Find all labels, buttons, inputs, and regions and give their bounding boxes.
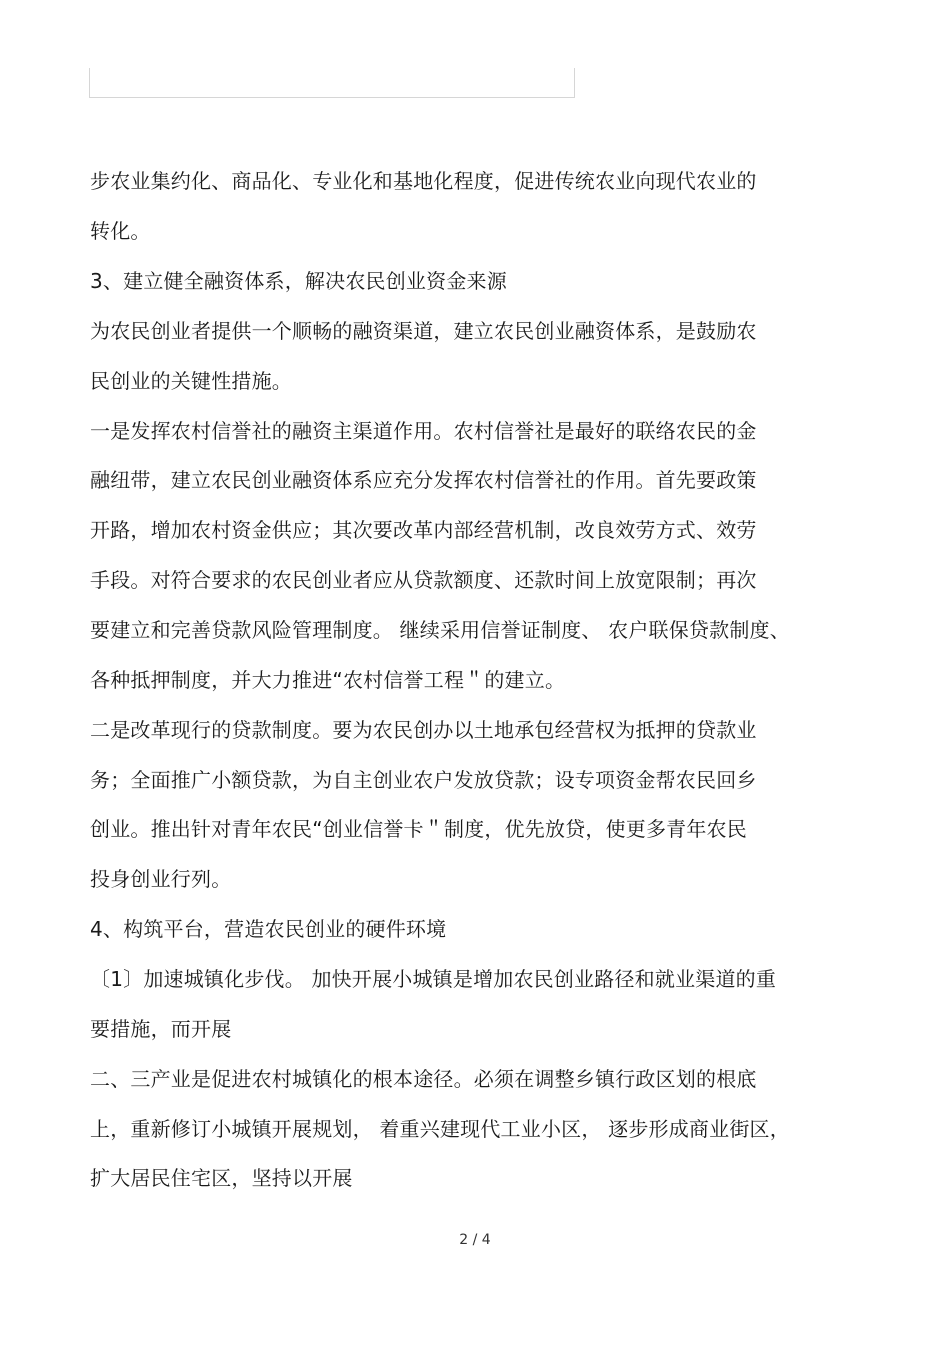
text-line: 务；全面推广小额贷款，为自主创业农户发放贷款；设专项资金帮农民回乡: [90, 768, 757, 792]
text-line: 融纽带，建立农民创业融资体系应充分发挥农村信誉社的作用。首先要政策: [90, 468, 757, 492]
text-line: 为农民创业者提供一个顺畅的融资渠道，建立农民创业融资体系，是鼓励农: [90, 319, 757, 343]
text-line: 要措施，而开展: [90, 1017, 232, 1041]
text-line: 〔1〕加速城镇化步伐。 加快开展小城镇是增加农民创业路径和就业渠道的重: [90, 967, 777, 991]
page-number: 2 / 4: [459, 1232, 491, 1248]
text-line: 各种抵押制度，并大力推进“农村信誉工程＂的建立。: [90, 668, 566, 692]
text-line: 投身创业行列。: [90, 867, 232, 891]
text-line: 扩大居民住宅区，坚持以开展: [90, 1166, 353, 1190]
text-line: 步农业集约化、商品化、专业化和基地化程度，促进传统农业向现代农业的: [90, 169, 757, 193]
header-frame: [89, 68, 575, 98]
text-line: 开路，增加农村资金供应；其次要改革内部经营机制，改良效劳方式、效劳: [90, 518, 757, 542]
section-heading: 3、建立健全融资体系，解决农民创业资金来源: [90, 269, 507, 293]
text-line: 民创业的关键性措施。: [90, 369, 292, 393]
text-line: 转化。: [90, 219, 151, 243]
text-line: 二、三产业是促进农村城镇化的根本途径。必须在调整乡镇行政区划的根底: [90, 1067, 757, 1091]
text-line: 要建立和完善贷款风险管理制度。 继续采用信誉证制度、 农户联保贷款制度、: [90, 618, 790, 642]
text-line: 二是改革现行的贷款制度。要为农民创办以土地承包经营权为抵押的贷款业: [90, 718, 757, 742]
text-line: 创业。推出针对青年农民“创业信誉卡＂制度，优先放贷，使更多青年农民: [90, 817, 747, 841]
text-line: 上，重新修订小城镇开展规划， 着重兴建现代工业小区， 逐步形成商业街区，: [90, 1117, 790, 1141]
text-line: 手段。对符合要求的农民创业者应从贷款额度、还款时间上放宽限制；再次: [90, 568, 757, 592]
section-heading: 4、构筑平台，营造农民创业的硬件环境: [90, 917, 447, 941]
text-line: 一是发挥农村信誉社的融资主渠道作用。农村信誉社是最好的联络农民的金: [90, 419, 757, 443]
